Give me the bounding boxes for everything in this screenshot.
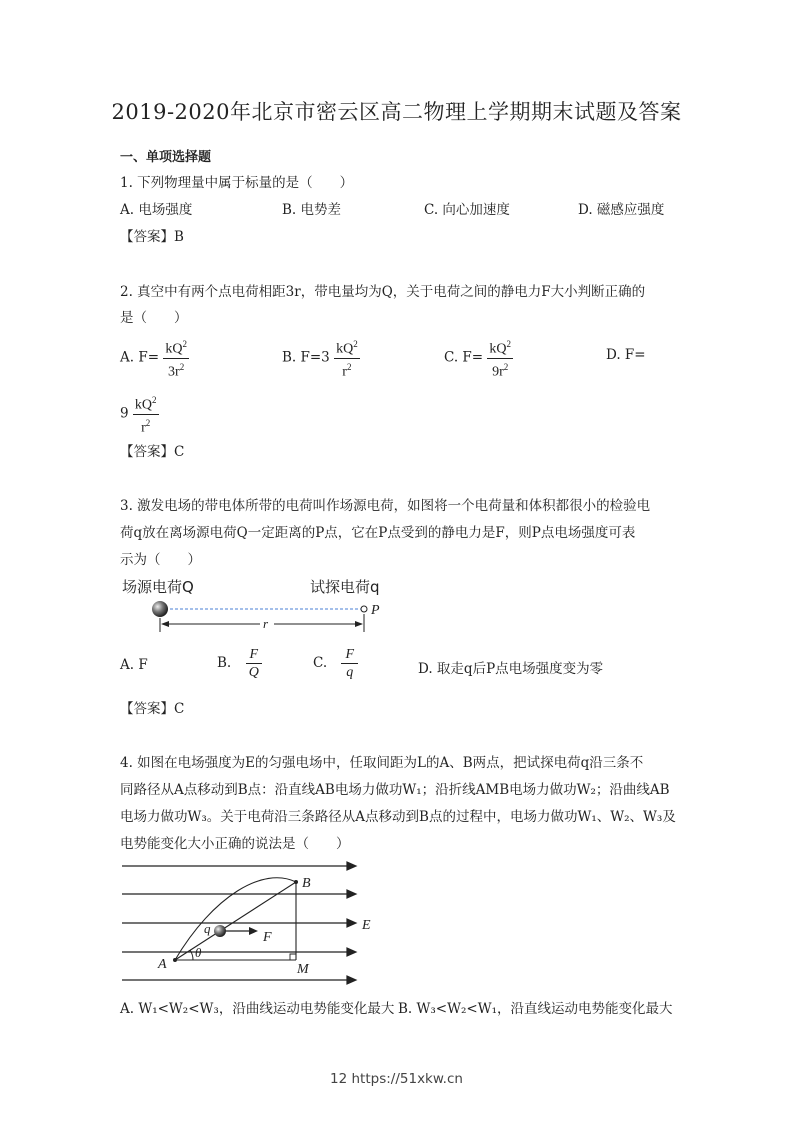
q4-label-q: q <box>204 921 211 936</box>
q2-answer: 【答案】C <box>120 444 185 460</box>
q3-point-p: P <box>371 603 380 618</box>
q4-label-b: B <box>302 876 311 891</box>
q3-option-c-prefix: C. <box>313 655 328 671</box>
q4-point-b <box>294 880 298 884</box>
q3-stem-line2: 荷q放在离场源电荷Q一定距离的P点，它在P点受到的静电力是F，则P点电场强度可表 <box>120 525 636 541</box>
q2-option-a-fraction: $\frac{kQ^2}{3r^2}$ <box>163 336 189 380</box>
q3-test-charge <box>361 606 367 612</box>
q4-label-e: E <box>362 918 371 933</box>
q1-option-a: A. 电场强度 <box>120 202 193 218</box>
q3-source-label: 场源电荷Q <box>122 578 194 596</box>
q3-distance-r: r <box>263 616 269 631</box>
q2-option-c-prefix: C. F= <box>444 349 484 366</box>
q3-option-a: A. F <box>120 657 148 673</box>
q4-label-f: F <box>263 930 272 945</box>
q2-option-c-fraction: $\frac{kQ^2}{9r^2}$ <box>487 336 513 380</box>
q2-stem-line1: 2. 真空中有两个点电荷相距3r，带电量均为Q，关于电荷之间的静电力F大小判断正确的 <box>120 284 646 300</box>
q3-source-charge <box>152 601 168 617</box>
q4-label-a: A <box>158 957 167 972</box>
q4-stem-line1: 4. 如图在电场强度为E的匀强电场中，任取间距为L的A、B两点，把试探电荷q沿三条不 <box>120 755 644 771</box>
q1-stem: 1. 下列物理量中属于标量的是（ ） <box>120 175 354 191</box>
q2-option-a <box>120 336 189 380</box>
q3-option-c: C. $\frac{F}{q}$ <box>313 646 358 681</box>
q3-test-label: 试探电荷q <box>310 578 380 596</box>
q3-figure <box>118 574 388 636</box>
q2-option-b-prefix: B. F=3 <box>282 349 330 366</box>
q3-option-b: B. $\frac{F}{Q}$ <box>217 646 262 681</box>
q2-option-d-fraction: 9 $\frac{kQ^2}{r^2}$ <box>120 392 159 436</box>
q4-point-a <box>173 958 177 962</box>
section-heading: 一、单项选择题 <box>120 150 212 165</box>
q4-label-m: M <box>297 962 309 977</box>
q2-option-d-prefix: D. F= <box>606 347 646 363</box>
q4-option-a: A. W₁<W₂<W₃，沿曲线运动电势能变化最大 <box>120 1001 395 1017</box>
q4-stem-line4: 电势能变化大小正确的说法是（ ） <box>120 836 350 852</box>
q3-answer: 【答案】C <box>120 701 185 717</box>
q1-option-d: D. 磁感应强度 <box>578 202 665 218</box>
q1-option-c: C. 向心加速度 <box>424 202 510 218</box>
q3-stem-line3: 示为（ ） <box>120 552 201 568</box>
page-title: 2019-2020年北京市密云区高二物理上学期期末试题及答案 <box>111 100 682 124</box>
q2-option-c <box>444 336 513 380</box>
q4-figure <box>118 856 388 988</box>
q2-stem-line2: 是（ ） <box>120 310 188 326</box>
page-footer: 12 https://51xkw.cn <box>330 1071 463 1087</box>
q2-option-a-prefix: A. F= <box>120 349 160 366</box>
q4-stem-line3: 电场力做功W₃。关于电荷沿三条路径从A点移动到B点的过程中，电场力做功W₁、W₂、W₃及 <box>120 809 676 825</box>
q4-test-charge <box>214 925 226 937</box>
q4-label-theta: θ <box>195 945 202 960</box>
q2-option-b-fraction: $\frac{kQ^2}{r^2}$ <box>334 336 360 380</box>
q3-option-d: D. 取走q后P点电场强度变为零 <box>418 661 604 677</box>
q4-stem-line2: 同路径从A点移动到B点：沿直线AB电场力做功W₁；沿折线AMB电场力做功W₂；沿曲线AB <box>120 782 670 798</box>
q3-stem-line1: 3. 激发电场的带电体所带的电荷叫作场源电荷，如图将一个电荷量和体积都很小的检验电 <box>120 498 651 514</box>
q4-option-b: B. W₃<W₂<W₁，沿直线运动电势能变化最大 <box>398 1001 673 1017</box>
q1-answer: 【答案】B <box>120 229 184 245</box>
q3-option-b-prefix: B. <box>217 655 232 671</box>
q2-option-b <box>282 336 360 380</box>
q1-option-b: B. 电势差 <box>282 202 342 218</box>
